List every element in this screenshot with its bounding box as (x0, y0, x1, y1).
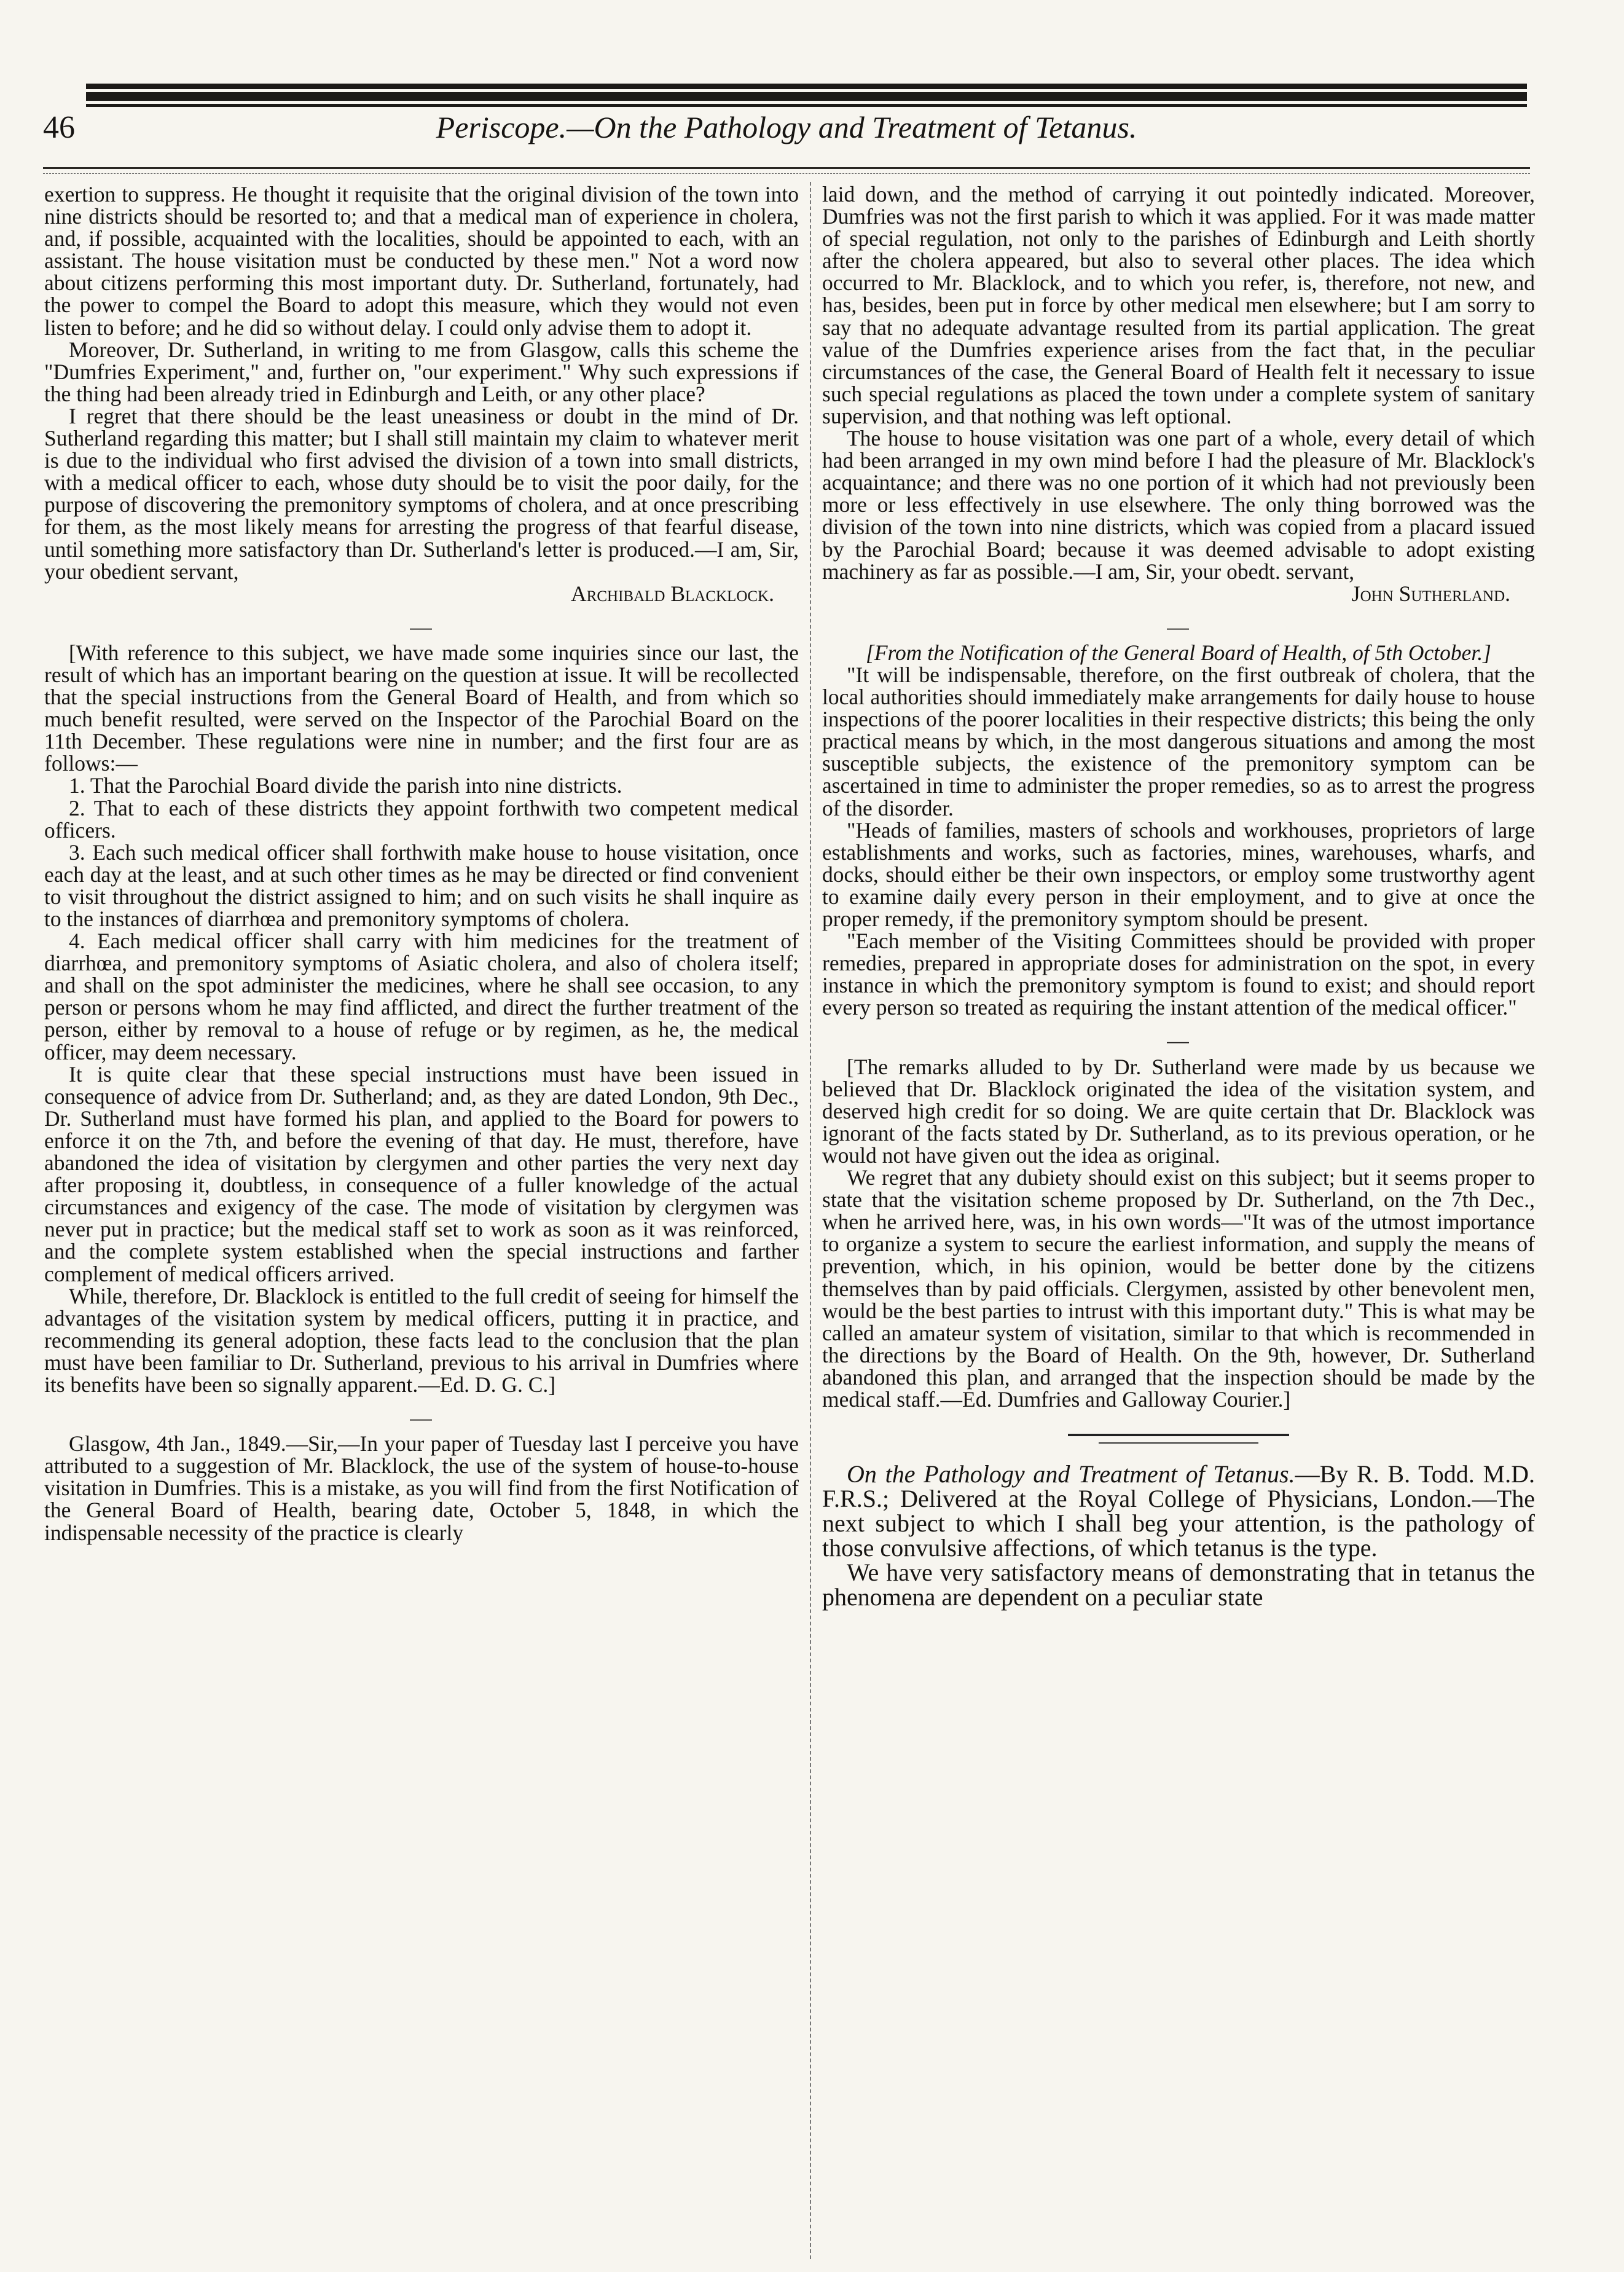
paragraph: exertion to suppress. He thought it requisite that the original division of the town into nine districts should be resorted to; and that a medical man of experience in cholera, and, if possible, acquainted with the localities, should be appointed to each, with an assistant. The house visitation must be conducted by these men." Not a word now about citizens performing this most important duty. Dr. Sutherland, fortunately, had the power to compel the Board to adopt this measure, which they would not even listen to before; and he did so without delay. I could only advise them to adopt it. (44, 182, 799, 340)
list-item: 1. That the Parochial Board divide the parish into nine districts. (69, 773, 622, 798)
paragraph: We regret that any dubiety should exist on this subject; but it seems proper to state that the visitation scheme proposed by Dr. Sutherland, on the 7th Dec., when he arrived here, was, in his own words—"It was of the utmost importance to organize a system to secure the earliest information, and supply the means of prevention, which, in his opinion, would be better done by the citizens themselves than by paid officials. Clergymen, assisted by other benevolent men, would be the best parties to intrust with this important duty." This is what may be called an amateur system of visitation, similar to that which is recommended in the directions by the Board of Health. On the 9th, however, Dr. Sutherland abandoned this plan, and arranged that the inspection should be made by the medical staff.—Ed. Dumfries and Galloway Courier.] (822, 1165, 1535, 1412)
paragraph: [With reference to this subject, we have made some inquiries since our last, the result of which has an important bearing on the question at issue. It will be recollected that the special instructions from the General Board of Health, and from which so much benefit resulted, were served on the Inspector of the Parochial Board on the 11th December. These regulations were nine in number; and the first four are as follows:— (44, 640, 799, 776)
signature: John Sutherland. (1351, 581, 1510, 606)
paragraph: We have very satisfactory means of demonstrating that in tetanus the phenomena are dependent on a peculiar state (822, 1559, 1535, 1611)
paragraph: laid down, and the method of carrying it out pointedly indicated. Moreover, Dumfries was not the first parish to which it was applied. For it was made matter of special regulation, not only to the parishes of Edinburgh and Leith shortly after the cholera appeared, but also to several other places. The idea which occurred to Mr. Blacklock, and to which you refer, is, therefore, not new, and has, besides, been put in force by other medical men elsewhere; but I am sorry to say that no adequate advantage resulted from its partial application. The great value of the Dumfries experience arises from the fact that, in the peculiar circumstances of the case, the General Board of Health felt it necessary to issue such special regulations as placed the town under a complete system of sanitary supervision, and that nothing was left optional. (822, 182, 1535, 428)
quoted-paragraph: "It will be indispensable, therefore, on the first outbreak of cholera, that the local authorities should immediately make arrangements for daily house to house inspections of the poorer localities in their respective districts; this being the only practical means by which, in the most dangerous situations and among the most susceptible subjects, the existence of the premonitory symptom can be ascertained in time to administer the proper remedies, so as to arrest the progress of the disorder. (822, 662, 1535, 820)
top-border-rule (86, 92, 1527, 101)
separator-dash: — (410, 614, 433, 639)
top-border-rule (86, 84, 1527, 89)
separator-dash: — (410, 1405, 433, 1431)
paragraph: The house to house visitation was one part of a whole, every detail of which had been arranged in my own mind before I had the pleasure of Mr. Blacklock's acquaintance; and there was no one portion of it which had not previously been more or less effectively in use elsewhere. The only thing borrowed was the division of the town into nine districts, which was copied from a placard issued by the Parochial Board; because it was deemed advisable to adopt existing machinery as far as possible.—I am, Sir, your obedt. servant, (822, 426, 1535, 584)
paragraph: It is quite clear that these special instructions must have been issued in consequence of advice from Dr. Sutherland; and, as they are dated London, 9th Dec., Dr. Sutherland must have formed his plan, and applied to the Board for powers to enforce it on the 7th, and before the evening of that day. He must, therefore, have abandoned the idea of visitation by clergymen and other parties the very next day after proposing it, doubtless, in consequence of a fuller knowledge of the actual circumstances and exigency of the case. The mode of visitation by clergymen was never put in practice; but the medical staff set to work as soon as it was reinforced, and the complete system established when the special instructions and farther complement of medical officers arrived. (44, 1061, 799, 1286)
section-author: —By R. B. Todd. M.D. F.R.S.; Delivered at the Royal College of Physicians, London.—The next subject to which I shall beg your attention, is the pathology of those convulsive affections, of which tetanus is the type. (822, 1460, 1535, 1562)
left-column (44, 183, 799, 1544)
paragraph: I regret that there should be the least uneasiness or doubt in the mind of Dr. Sutherland regarding this matter; but I shall still maintain my claim to whatever merit is due to the individual who first advised the division of a town into small districts, with a medical officer to each, whose duty should be to visit the poor daily, for the purpose of discovering the premonitory symptoms of cholera, and at once prescribing for them, as the most likely means for arresting the progress of that fearful disease, until something more satisfactory than Dr. Sutherland's letter is produced.—I am, Sir, your obedient servant, (44, 403, 799, 584)
quoted-paragraph: "Heads of families, masters of schools and workhouses, proprietors of large establishments and works, such as factories, mines, warehouses, wharfs, and docks, should either be their own inspectors, or employ some trustworthy agent to examine daily every person in their employment, and to give at once the proper remedy, if the premonitory symptom should be present. (822, 817, 1535, 931)
section-title: On the Pathology and Treatment of Tetanus. (847, 1460, 1295, 1488)
letter-paragraph: Glasgow, 4th Jan., 1849.—Sir,—In your paper of Tuesday last I perceive you have attributed to a suggestion of Mr. Blacklock, the use of the system of house-to-house visitation in Dumfries. This is a mistake, as you will find from the first Notification of the General Board of Health, bearing date, October 5, 1848, in which the indispensable necessity of the practice is clearly (44, 1431, 799, 1545)
page-number: 46 (43, 110, 75, 145)
list-item: 3. Each such medical officer shall forthwith make house to house visitation, once each day at the least, and at such other times as he may be directed or find convenient to visit throughout the district assigned to him; and on such visits he shall inquire as to the instances of diarrhœa and premonitory symptoms of cholera. (44, 839, 799, 931)
page-header (43, 109, 1530, 165)
right-column (822, 183, 1535, 1610)
quoted-paragraph: "Each member of the Visiting Committees should be provided with proper remedies, prepared in appropriate doses for administration on the spot, in every instance in which the premonitory symptom is found to exist; and should report every person so treated as requiring the instant attention of the medical officer." (822, 929, 1535, 1020)
list-item: 2. That to each of these districts they appoint forthwith two competent medical officers. (44, 795, 799, 843)
header-rule (43, 167, 1530, 169)
header-rule (43, 173, 1530, 174)
citation-heading: [From the Notification of the General Board of Health, of 5th October.] (866, 640, 1491, 665)
section-divider (1068, 1434, 1289, 1444)
top-border-rule (86, 104, 1527, 107)
signature: Archibald Blacklock. (571, 581, 774, 606)
separator-dash: — (1167, 1028, 1190, 1053)
running-head: Periscope.—On the Pathology and Treatment of Tetanus. (436, 110, 1137, 144)
paragraph: [The remarks alluded to by Dr. Sutherland were made by us because we believed that Dr. Blacklock originated the idea of the visitation system, and deserved high credit for so doing. We are quite certain that Dr. Blacklock was ignorant of the facts stated by Dr. Sutherland, as to its previous operation, or he would not have given out the idea as original. (822, 1054, 1535, 1168)
paragraph: Moreover, Dr. Sutherland, in writing to me from Glasgow, calls this scheme the "Dumfries Experiment," and, further on, "our experiment." Why such expressions if the thing had been already tried in Edinburgh and Leith, or any other place? (44, 337, 799, 406)
separator-dash: — (1167, 614, 1190, 639)
list-item: 4. Each medical officer shall carry with him medicines for the treatment of diarrhœa, and premonitory symptoms of Asiatic cholera, and also of cholera itself; and shall on the spot administer the medicines, where he shall see occasion, to any person or persons whom he may find afflicted, and direct the further treatment of the person, either by removal to a house of refuge or by regimen, as he, the medical officer, may deem necessary. (44, 929, 799, 1064)
paragraph: While, therefore, Dr. Blacklock is entitled to the full credit of seeing for himself the advantages of the visitation system by medical officers, putting it in practice, and recommending its general adoption, these facts lead to the conclusion that the plan must have been familiar to Dr. Sutherland, previous to his arrival in Dumfries where its benefits have been so signally apparent.—Ed. D. G. C.] (44, 1283, 799, 1397)
section-intro (822, 1462, 1535, 1560)
column-divider (810, 182, 811, 2259)
